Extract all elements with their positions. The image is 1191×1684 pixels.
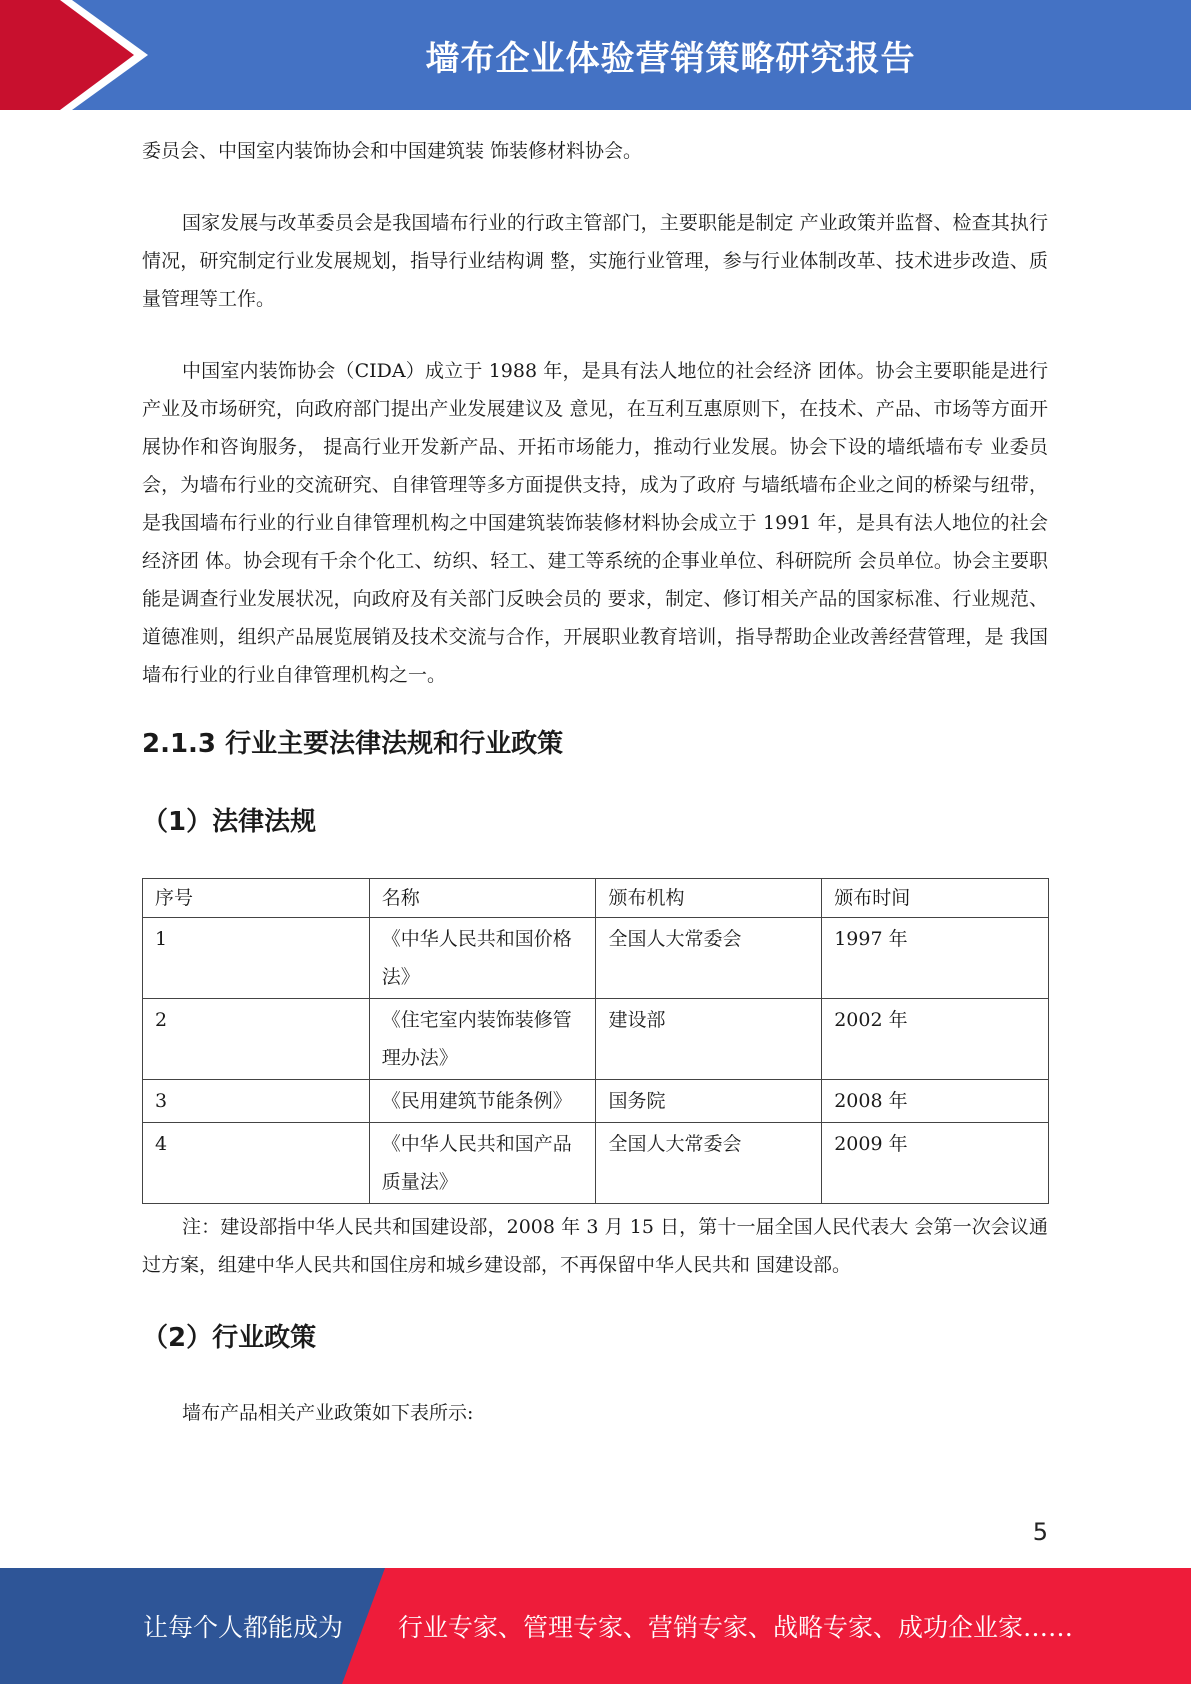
subsection-heading-laws: （1）法律法规 xyxy=(142,807,317,837)
table-cell: 2002 年 xyxy=(822,999,1049,1080)
table-cell: 2 xyxy=(143,999,370,1080)
table-cell: 建设部 xyxy=(596,999,822,1080)
table-cell: 全国人大常委会 xyxy=(596,918,822,999)
footer-slogan-left: 让每个人都能成为 xyxy=(143,1613,344,1642)
table-cell: 4 xyxy=(143,1123,370,1204)
table-row xyxy=(143,1123,1049,1204)
page-footer xyxy=(0,1568,1191,1684)
table-header-cell: 颁布机构 xyxy=(596,879,822,918)
paragraph-ndrc: 国家发展与改革委员会是我国墙布行业的行政主管部门，主要职能是制定 产业政策并监督、检查其执行情况，研究制定行业发展规划，指导行业结构调 整，实施行业管理，参与行业体制改革、技术进步改造、质量管理等工作。 xyxy=(142,212,1048,310)
footer-slogan-right: 行业专家、管理专家、营销专家、战略专家、成功企业家…… xyxy=(398,1613,1074,1642)
table-cell: 《住宅室内装饰装修管理办法》 xyxy=(369,999,596,1080)
paragraph-policy-intro: 墙布产品相关产业政策如下表所示: xyxy=(182,1402,474,1424)
document-title: 墙布企业体验营销策略研究报告 xyxy=(425,38,916,79)
table-header-cell: 名称 xyxy=(369,879,596,918)
section-heading: 2.1.3 行业主要法律法规和行业政策 xyxy=(142,729,564,759)
table-row xyxy=(143,1080,1049,1123)
table-cell: 《中华人民共和国产品质量法》 xyxy=(369,1123,596,1204)
table-cell: 国务院 xyxy=(596,1080,822,1123)
table-header-cell: 颁布时间 xyxy=(822,879,1049,918)
table-row xyxy=(143,918,1049,999)
page-header xyxy=(0,0,1191,110)
table-cell: 1997 年 xyxy=(822,918,1049,999)
page-content xyxy=(142,132,1048,1432)
table-cell: 2009 年 xyxy=(822,1123,1049,1204)
subsection-heading-policy: （2）行业政策 xyxy=(142,1323,317,1353)
table-header-cell: 序号 xyxy=(143,879,370,918)
table-cell: 1 xyxy=(143,918,370,999)
table-header-row xyxy=(143,879,1049,918)
laws-table xyxy=(142,878,1049,1204)
table-cell: 全国人大常委会 xyxy=(596,1123,822,1204)
paragraph-continuation: 委员会、中国室内装饰协会和中国建筑装 饰装修材料协会。 xyxy=(142,140,643,162)
table-cell: 《民用建筑节能条例》 xyxy=(369,1080,596,1123)
table-row xyxy=(143,999,1049,1080)
page-number: 5 xyxy=(1032,1518,1048,1546)
table-note: 注：建设部指中华人民共和国建设部，2008 年 3 月 15 日，第十一届全国人民代表大 会第一次会议通过方案，组建中华人民共和国住房和城乡建设部，不再保留中华人民共和 国建设部。 xyxy=(142,1216,1048,1276)
table-cell: 2008 年 xyxy=(822,1080,1049,1123)
table-cell: 《中华人民共和国价格法》 xyxy=(369,918,596,999)
paragraph-cida: 中国室内装饰协会（CIDA）成立于 1988 年，是具有法人地位的社会经济 团体。协会主要职能是进行产业及市场研究，向政府部门提出产业发展建议及 意见，在互利互惠原则下，在技术、产品、市场等方面开展协作和咨询服务， 提高行业开发新产品、开拓市场能力，推动行业发展。协会下设的墙纸墙布专 业委员会，为墙布行业的交流研究、自律管理等多方面提供支持，成为了政府 与墙纸墙布企业之间的桥梁与纽带，是我国墙布行业的行业自律管理机构之中国建筑装饰装修材料协会成立于 1991 年，是具有法人地位的社会经济团 体。协会现有千余个化工、纺织、轻工、建工等系统的企事业单位、科研院所 会员单位。协会主要职能是调查行业发展状况，向政府及有关部门反映会员的 要求，制定、修订相关产品的国家标准、行业规范、道德准则，组织产品展览展销及技术交流与合作，开展职业教育培训，指导帮助企业改善经营管理，是 我国墙布行业的行业自律管理机构之一。 xyxy=(142,360,1048,686)
table-cell: 3 xyxy=(143,1080,370,1123)
header-chevron-icon xyxy=(0,0,160,110)
